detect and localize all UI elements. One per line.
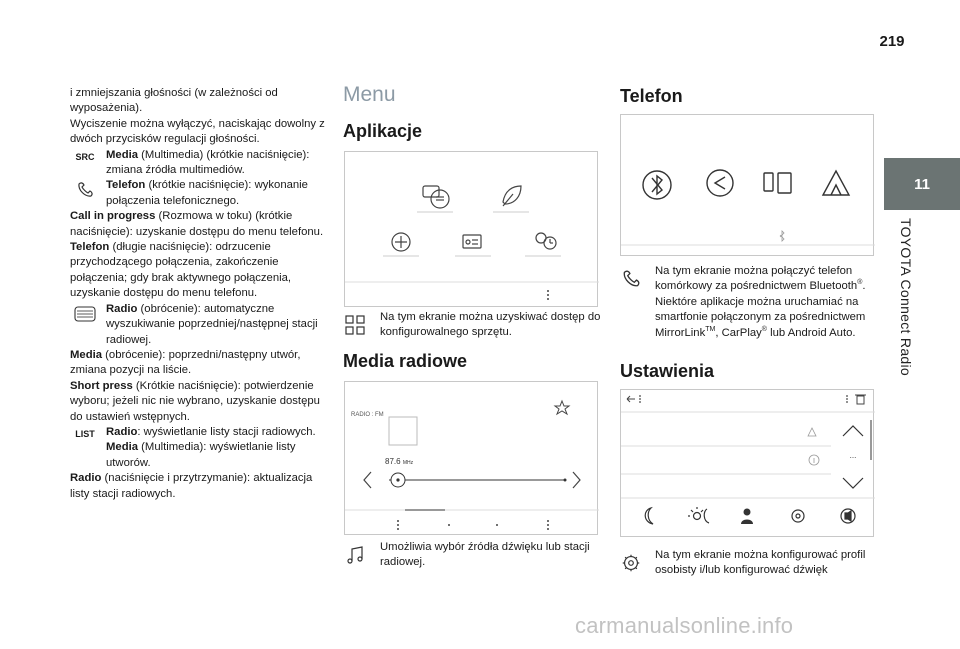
station-artwork (389, 417, 417, 445)
media-rot-bold: Media (70, 348, 103, 361)
list-bold1: Radio (106, 425, 138, 438)
mirrorlink-icon (764, 173, 791, 193)
vehicle-info-icon (463, 235, 481, 248)
scroll-up-icon (843, 426, 863, 436)
para-volume: i zmniejszania głośności (w zależności od wyposażenia). (70, 87, 278, 115)
radio-push-text: (naciśnięcie i przytrzymanie): aktualizacja listy stacji radiowych. (70, 472, 313, 500)
apps-screen (344, 151, 598, 307)
src-row (70, 148, 328, 179)
night-mode-icon (645, 508, 653, 524)
radio-bottom-controls (397, 520, 549, 530)
svg-text:...: ... (849, 451, 857, 460)
radio-freq-unit: MHz (402, 460, 414, 466)
watermark: carmanualsonline.info (575, 613, 794, 638)
phone-text2: . Niektóre aplikacje można uruchamiać na smartfonie połączonym za pośrednictwem MirrorLink (655, 280, 866, 339)
call-bold: Call in progress (70, 210, 156, 223)
reg-mark-2: ® (761, 325, 767, 333)
warning-icon (808, 428, 816, 436)
para-tel-long (70, 240, 328, 302)
settings-gear-icon (792, 510, 804, 522)
bluetooth-icon (643, 171, 671, 199)
radio-description (343, 540, 603, 571)
short-bold: Short press (70, 379, 133, 392)
radio-band: RADIO : FM (351, 412, 384, 418)
tm-mark: TM (705, 325, 716, 333)
list-bold2: Media (106, 441, 139, 454)
tel-long-text: (długie naciśnięcie): odrzucenie przychodzącego połączenia, zakończenie połączenia; gdy brak aktywnego połączenia, uzyskanie dostępu do menu telefonu. (70, 241, 292, 300)
phone-bold: Telefon (106, 179, 146, 192)
profile-icon (741, 509, 753, 525)
carplay-icon (707, 170, 733, 196)
menu-heading: Menu (343, 83, 396, 106)
chapter-number: 11 (914, 175, 930, 193)
para-media-rot (70, 348, 328, 379)
phone-text4: lub Android Auto. (766, 326, 856, 339)
phone-row (70, 178, 328, 209)
list-text2: (Multimedia): wyświetlanie listy utworów. (106, 441, 296, 469)
settings-screen (620, 389, 874, 537)
trash-icon (855, 395, 866, 404)
radio-text: Umożliwia wybór źródła dźwięku lub stacji radiowej. (380, 541, 590, 569)
phone-text3: , CarPlay (715, 326, 762, 339)
text-column-1 (70, 86, 328, 502)
apps-text: Na tym ekranie można uzyskiwać dostęp do konfigurowalnego sprzętu. (380, 311, 601, 339)
phone-screen-graphic (621, 115, 875, 257)
call-text: (Rozmowa w toku) (krótkie naciśnięcie): uzyskanie dostępu do menu telefonu. (70, 210, 324, 238)
para-radio-push (70, 471, 328, 502)
settings-screen-graphic (621, 390, 875, 538)
bluetooth-small-icon (780, 231, 784, 241)
settings-description (620, 548, 875, 579)
apps-heading: Aplikacje (343, 121, 423, 141)
driving-aids-icon (392, 233, 410, 251)
settings-heading: Ustawienia (620, 361, 715, 381)
favorite-star-icon (555, 401, 569, 414)
radio-rot-text: (obrócenie): automatyczne wyszukiwanie poprzedniej/następnej stacji radiowej. (106, 302, 318, 346)
radio-rot-bold: Radio (106, 302, 138, 315)
side-title: TOYOTA Connect Radio (898, 218, 914, 376)
radio-freq: 87.6 (385, 457, 401, 466)
radio-frequency (385, 457, 413, 466)
phone-heading: Telefon (620, 86, 683, 106)
radio-rot-row (70, 302, 328, 348)
src-bold: Media (106, 148, 139, 161)
page-number: 219 (879, 33, 905, 50)
radio-screen-graphic (345, 382, 599, 536)
scroll-down-icon (843, 478, 863, 488)
radio-push-bold: Radio (70, 472, 102, 485)
climate-timer-icon (536, 233, 556, 249)
chat-app-icon (423, 186, 449, 208)
brightness-icon (688, 507, 709, 523)
apps-description (343, 310, 603, 341)
chapter-tab[interactable] (884, 158, 960, 210)
para-short (70, 379, 328, 425)
eco-leaf-icon (503, 186, 521, 206)
back-arrow-icon (627, 396, 635, 402)
prev-station-icon (364, 472, 371, 488)
more-options-icon (547, 290, 549, 300)
reg-mark-1: ® (857, 279, 863, 287)
radio-heading: Media radiowe (343, 351, 468, 371)
settings-text: Na tym ekranie można konfigurować profil osobisty i/lub konfigurować dźwięk (655, 549, 866, 577)
short-text: (Krótkie naciśnięcie): potwierdzenie wyboru; jeżeli nic nie wybrano, uzyskanie dostępu do ustawień wstępnych. (70, 379, 320, 423)
para-mute: Wyciszenie można wyłączyć, naciskając dowolny z dwóch przycisków regulacji głośności. (70, 117, 325, 146)
phone-icon (70, 180, 100, 205)
src-text: (Multimedia) (krótkie naciśnięcie): zmiana źródła multimediów. (106, 148, 310, 177)
list-text1: : wyświetlanie listy stacji radiowych. (137, 425, 316, 438)
src-icon: SRC (75, 151, 95, 162)
phone-screen (620, 114, 874, 256)
apps-grid-icon (343, 313, 367, 337)
media-rot-text: (obrócenie): poprzedni/następny utwór, zmiana pozycji na liście. (70, 348, 301, 377)
phone-text1: Na tym ekranie można połączyć telefon komórkowy za pośrednictwem Bluetooth (655, 265, 858, 293)
radio-screen (344, 381, 598, 535)
para-call (70, 209, 328, 240)
phone-text-block (620, 264, 875, 341)
apps-screen-graphic (345, 152, 599, 308)
gear-icon (620, 552, 642, 574)
phone-handset-icon (620, 268, 642, 290)
list-row (70, 425, 328, 471)
list-icon: LIST (75, 428, 95, 439)
tel-long-bold: Telefon (70, 241, 110, 254)
audio-settings-icon (841, 509, 855, 523)
phone-text: (krótkie naciśnięcie): wykonanie połączenia telefonicznego. (106, 179, 308, 207)
info-icon (809, 455, 819, 465)
android-auto-icon (823, 171, 849, 195)
scroll-wheel-icon (70, 304, 100, 329)
music-note-icon (343, 543, 367, 567)
phone-description (620, 264, 875, 341)
next-station-icon (573, 472, 580, 488)
